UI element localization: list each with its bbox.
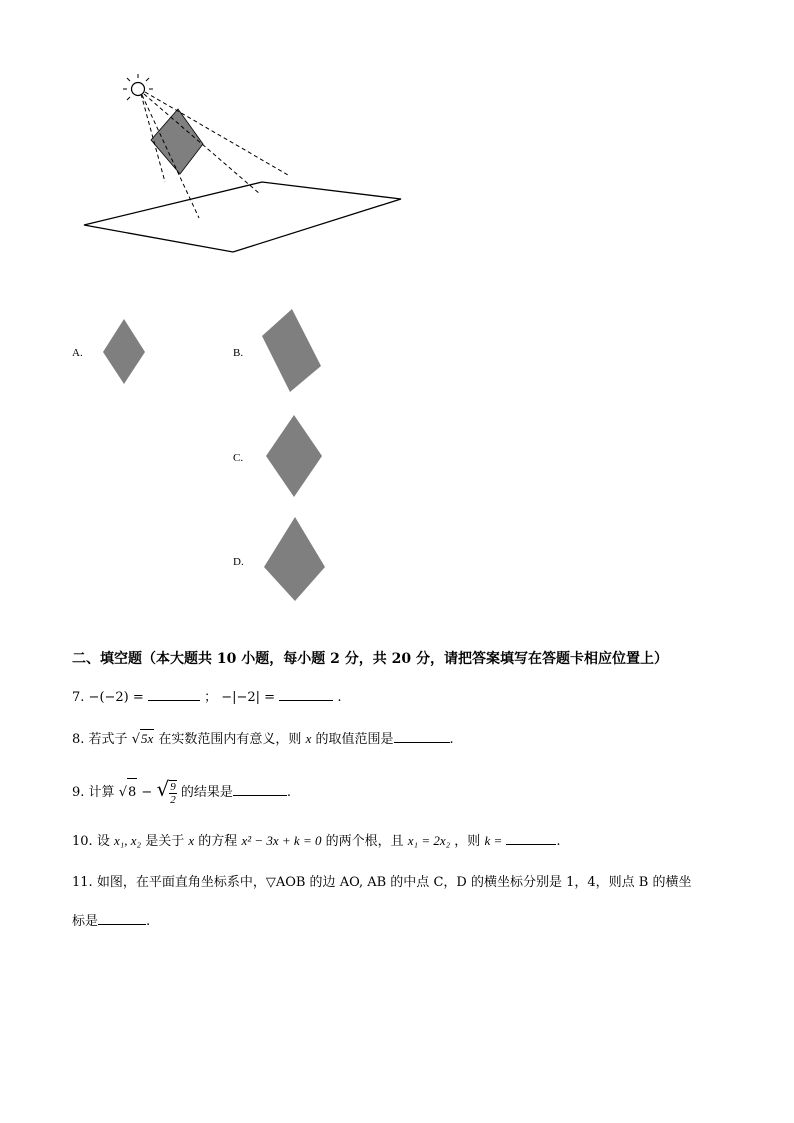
question-11-line-2 <box>72 912 150 931</box>
expression: −(−2) = <box>88 690 144 705</box>
variable: k = <box>484 833 503 848</box>
question-text: 的结果是 <box>180 785 233 800</box>
question-number: 10. <box>72 834 93 849</box>
equation: x² − 3x + k = 0 <box>241 833 322 848</box>
answer-blank[interactable] <box>148 688 200 701</box>
question-11-line-1 <box>72 874 691 892</box>
question-text: 的方程 <box>198 834 238 849</box>
period: . <box>337 690 342 705</box>
roots: x₁, x₂ <box>113 833 142 848</box>
question-9 <box>72 775 291 807</box>
variable: x <box>305 731 312 746</box>
answer-blank[interactable] <box>279 688 333 701</box>
question-text: 是关于 <box>145 834 185 849</box>
light-rays <box>141 92 288 218</box>
fraction <box>169 780 177 806</box>
option-d-label: D. <box>233 556 244 568</box>
sun-shadow-figure <box>0 0 794 270</box>
period: . <box>146 914 151 929</box>
question-text: 设 <box>96 834 110 849</box>
denominator: 2 <box>170 793 176 806</box>
sun-icon <box>123 74 153 100</box>
answer-blank[interactable] <box>233 783 287 796</box>
ground-plane <box>84 182 401 252</box>
question-text: 如图，在平面直角坐标系中，▽AOB 的边 AO, AB 的中点 C，D 的横坐标分别是 1，4，则点 B 的横坐 <box>96 875 692 890</box>
option-b-shape <box>260 308 324 394</box>
question-number: 11. <box>72 875 93 890</box>
question-text: 计算 <box>88 785 115 800</box>
question-number: 8. <box>72 732 85 747</box>
separator: ； <box>204 690 218 705</box>
question-text: 的取值范围是 <box>315 732 394 747</box>
minus-sign: − <box>141 785 153 800</box>
question-text: 的两个根，且 <box>325 834 404 849</box>
question-7 <box>72 688 341 707</box>
option-a-label: A. <box>72 347 83 359</box>
option-b-label: B. <box>233 347 244 359</box>
period: . <box>449 732 454 747</box>
rhombus-object <box>151 109 203 174</box>
expression: −|−2| = <box>221 690 276 705</box>
question-number: 7. <box>72 690 85 705</box>
sqrt-symbol: √ <box>131 732 140 747</box>
question-text: ，则 <box>454 834 481 849</box>
period: . <box>286 785 292 800</box>
radicand: 5x <box>141 731 154 746</box>
option-a-shape <box>100 318 148 386</box>
answer-blank[interactable] <box>394 730 450 743</box>
radicand: 8 <box>127 778 137 807</box>
question-text: 若式子 <box>88 732 128 747</box>
variable: x <box>188 833 195 848</box>
numerator: 9 <box>170 780 176 793</box>
question-number: 9. <box>72 785 85 800</box>
period: . <box>556 834 561 849</box>
question-8 <box>72 729 454 749</box>
sqrt-symbol: √ <box>118 785 127 800</box>
option-c-label: C. <box>233 452 244 464</box>
sqrt-symbol: √ <box>156 777 170 801</box>
question-text: 标是 <box>72 914 99 929</box>
condition: x₁ = 2x₂ <box>407 833 451 848</box>
answer-blank[interactable] <box>506 832 556 845</box>
answer-blank[interactable] <box>98 912 146 925</box>
question-text: 在实数范围内有意义，则 <box>158 732 302 747</box>
section-heading: 二、填空题（本大题共 10 小题，每小题 2 分，共 20 分，请把答案填写在答题卡相应位置上） <box>72 651 668 667</box>
option-d-shape <box>262 515 328 603</box>
option-c-shape <box>264 413 324 499</box>
question-10 <box>72 832 561 851</box>
